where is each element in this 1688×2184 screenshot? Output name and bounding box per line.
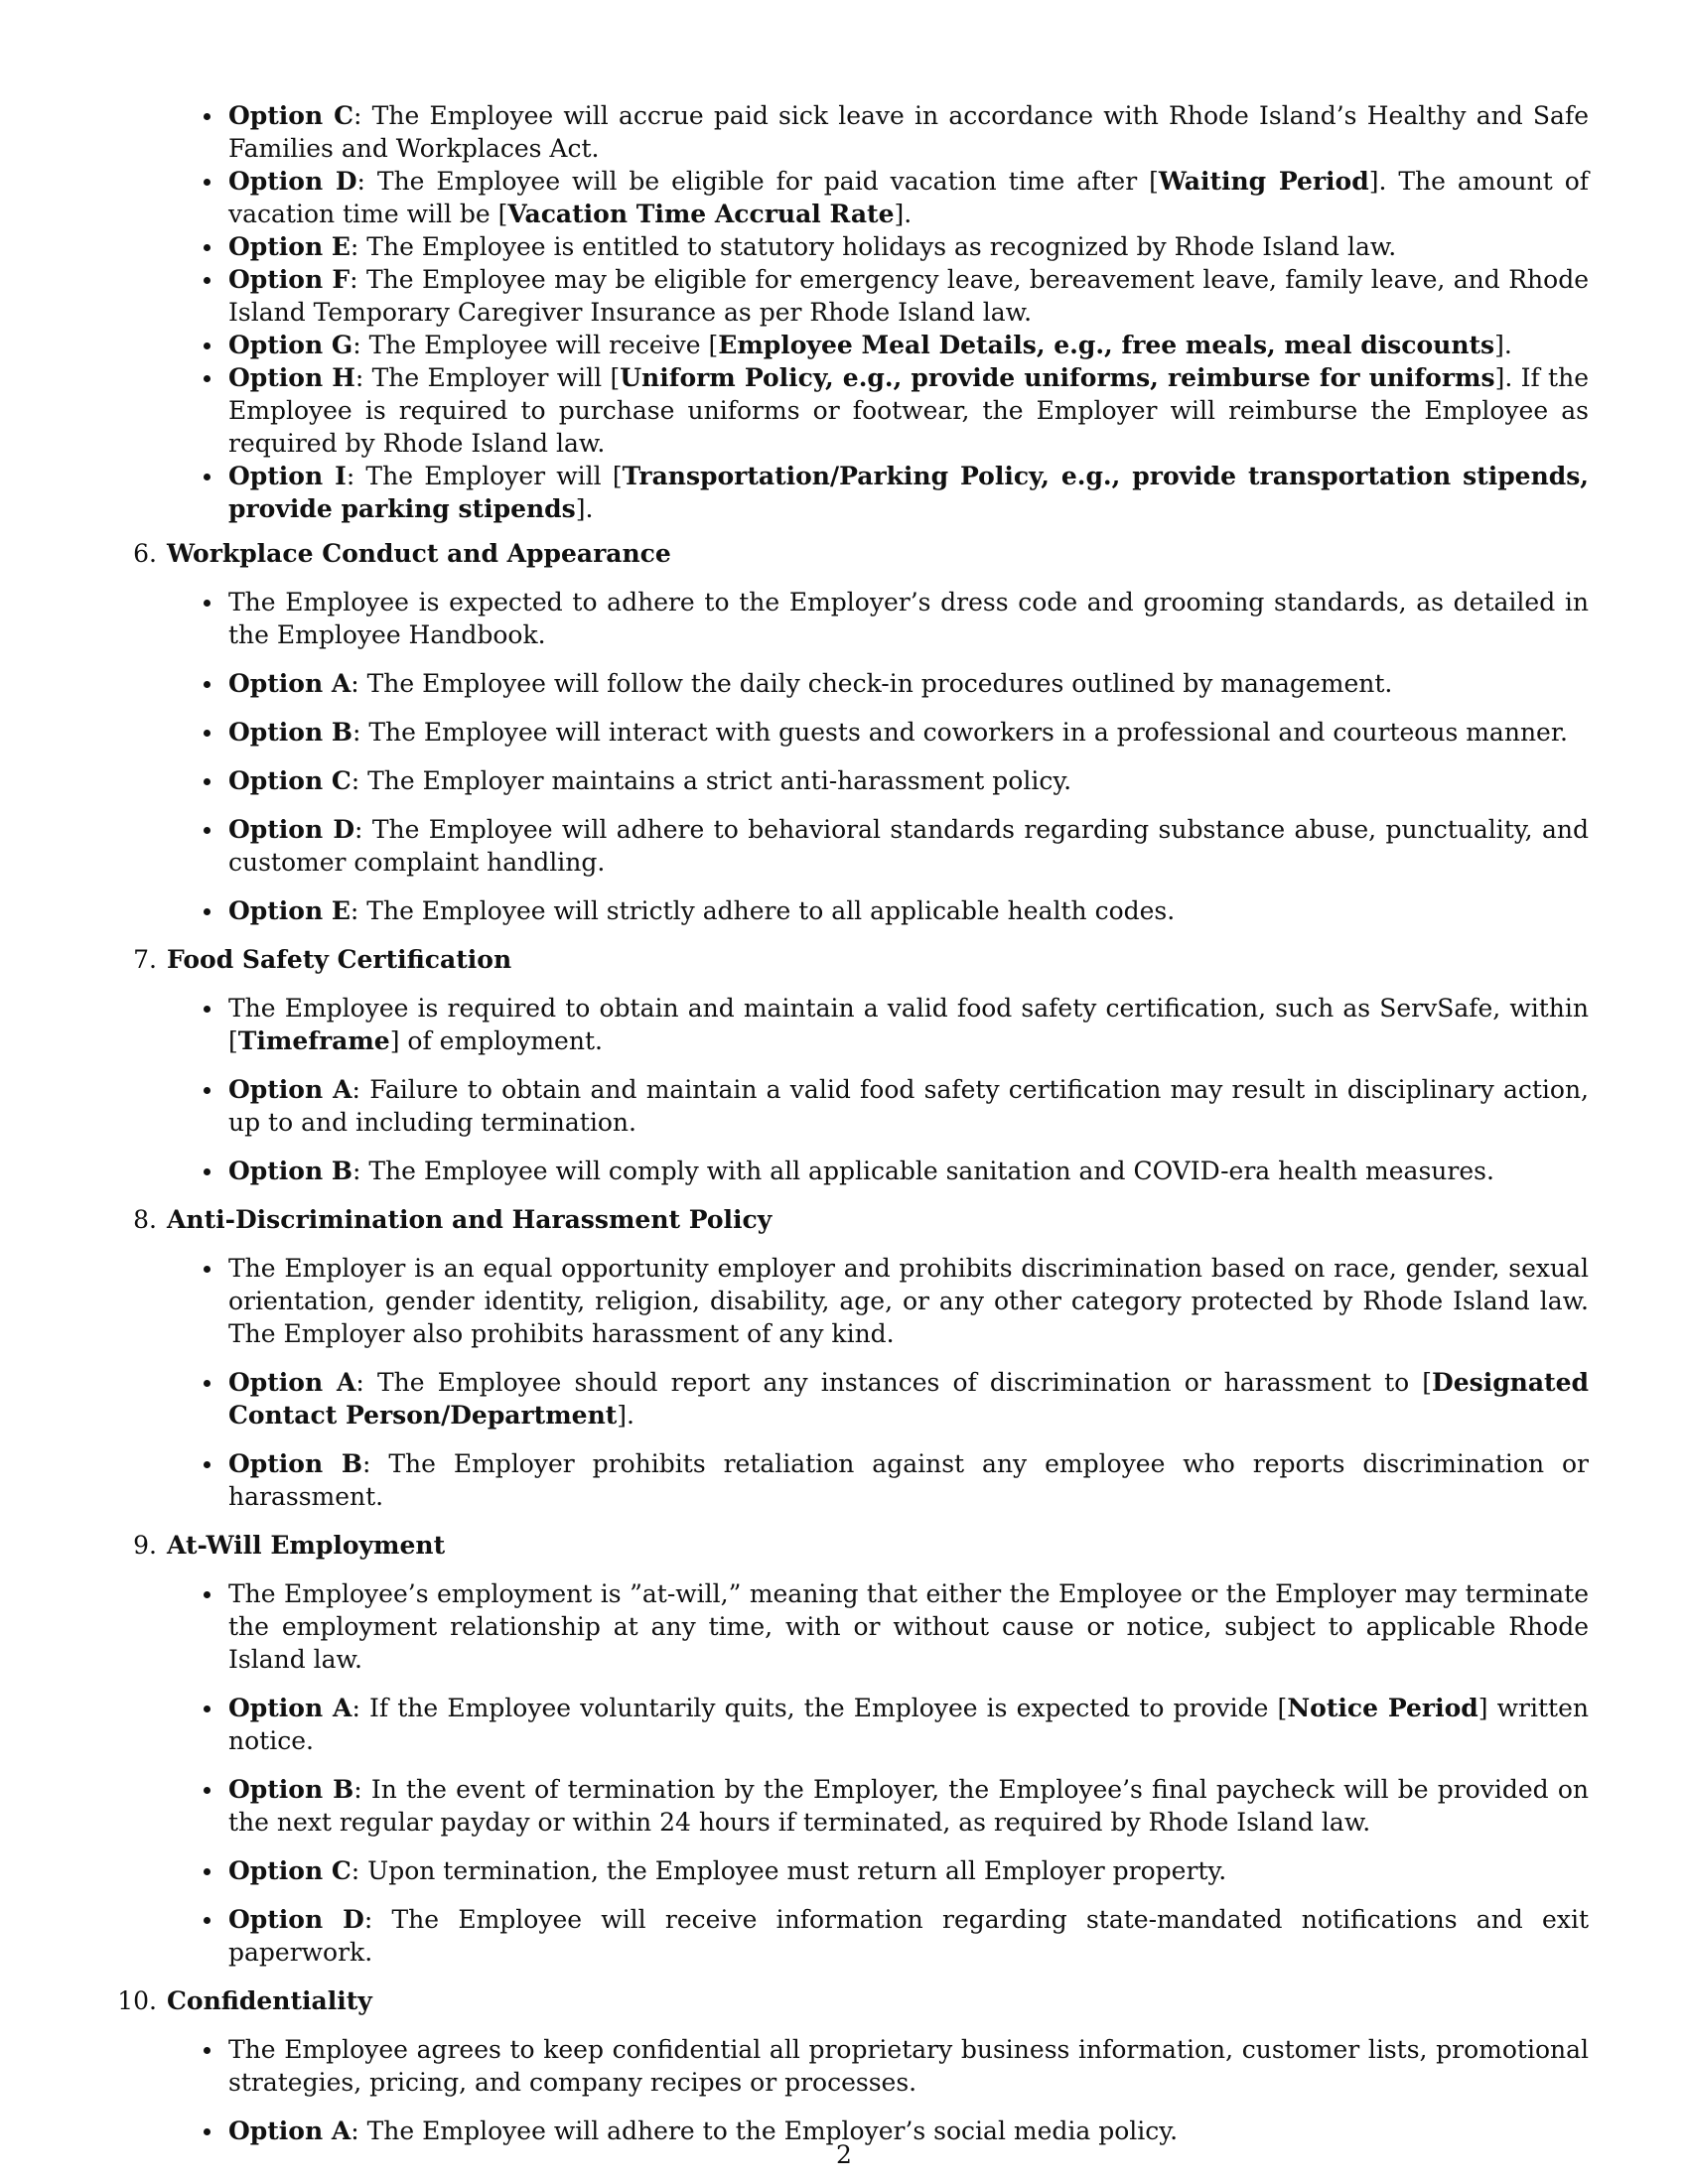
list-item bbox=[167, 1577, 1589, 1676]
section-heading bbox=[133, 943, 1589, 976]
option-label: Option A bbox=[228, 2116, 352, 2145]
placeholder-field: Employee Meal Details, e.g., free meals, meal discounts bbox=[718, 331, 1495, 359]
section-number: 7. bbox=[133, 945, 157, 974]
option-label: Option A bbox=[228, 669, 352, 698]
option-text: : The Employee is entitled to statutory holidays as recognized by Rhode Island law. bbox=[350, 232, 1397, 261]
section-at-will bbox=[133, 1529, 1589, 1969]
section-heading bbox=[133, 1203, 1589, 1236]
section-title: Anti-Discrimination and Harassment Policy bbox=[167, 1205, 773, 1234]
list-item bbox=[167, 165, 1589, 230]
section-anti-discrimination bbox=[133, 1203, 1589, 1513]
section-list bbox=[167, 1252, 1589, 1513]
section-intro: The Employer is an equal opportunity employer and prohibits discrimination based on race, gender, sexual orientation, gender identity, religion, disability, age, or any other category protected by Rhode Island law. The Employer also prohibits harassment of any kind. bbox=[228, 1254, 1589, 1348]
list-item bbox=[167, 1773, 1589, 1839]
option-label: Option D bbox=[228, 1905, 364, 1934]
placeholder-field: Waiting Period bbox=[1158, 167, 1369, 196]
option-label: Option B bbox=[228, 1449, 362, 1478]
list-item bbox=[167, 586, 1589, 651]
section-list bbox=[167, 992, 1589, 1187]
option-text: ] written notice. bbox=[228, 1694, 1589, 1755]
section-title: Confidentiality bbox=[167, 1986, 372, 2015]
option-text: ]. bbox=[1494, 331, 1512, 359]
option-text: : The Employee may be eligible for emergency leave, bereavement leave, family leave, and Rhode Island Temporary Caregiver Insurance as per Rhode Island law. bbox=[228, 265, 1589, 327]
section-number: 6. bbox=[133, 539, 157, 568]
option-label: Option C bbox=[228, 1856, 352, 1885]
section-number: 8. bbox=[133, 1205, 157, 1234]
section-title: Workplace Conduct and Appearance bbox=[167, 539, 671, 568]
option-text: : The Employee will be eligible for paid vacation time after [ bbox=[356, 167, 1159, 196]
option-label: Option B bbox=[228, 718, 352, 747]
list-item bbox=[167, 894, 1589, 927]
list-item bbox=[167, 813, 1589, 879]
placeholder-field: Vacation Time Accrual Rate bbox=[507, 200, 895, 228]
list-item bbox=[167, 1366, 1589, 1432]
list-item bbox=[167, 1854, 1589, 1887]
benefits-options-list bbox=[167, 99, 1589, 525]
option-text: ]. bbox=[575, 494, 594, 523]
option-label: Option B bbox=[228, 1775, 354, 1804]
option-text: ]. bbox=[894, 200, 913, 228]
list-item bbox=[167, 1073, 1589, 1139]
option-text: : The Employer maintains a strict anti-harassment policy. bbox=[351, 766, 1072, 795]
section-heading bbox=[133, 1529, 1589, 1562]
list-item bbox=[167, 1447, 1589, 1513]
page-content bbox=[117, 99, 1590, 2163]
option-label: Option I bbox=[228, 462, 347, 490]
section-intro: The Employee is expected to adhere to the Employer’s dress code and grooming standards, as detailed in the Employee Handbook. bbox=[228, 588, 1589, 649]
section-intro: The Employee’s employment is ”at-will,” meaning that either the Employee or the Employer may terminate the employment relationship at any time, with or without cause or notice, subject to applicable Rhode Island law. bbox=[228, 1579, 1589, 1674]
section-number: 9. bbox=[133, 1531, 157, 1560]
numbered-sections bbox=[117, 537, 1589, 2147]
list-item bbox=[167, 460, 1589, 525]
option-text: ]. If the Employee is required to purchase uniforms or footwear, the Employer will reimburse the Employee as required by Rhode Island law. bbox=[228, 363, 1589, 458]
option-text: : The Employee should report any instances of discrimination or harassment to [ bbox=[355, 1368, 1433, 1397]
option-label: Option F bbox=[228, 265, 351, 294]
option-text: : The Employee will receive [ bbox=[352, 331, 719, 359]
section-title: At-Will Employment bbox=[167, 1531, 446, 1560]
list-item bbox=[167, 1692, 1589, 1757]
option-label: Option A bbox=[228, 1694, 352, 1722]
option-label: Option G bbox=[228, 331, 353, 359]
section-workplace-conduct bbox=[133, 537, 1589, 927]
section-intro: The Employee is required to obtain and maintain a valid food safety certification, such as ServSafe, within [ bbox=[228, 994, 1589, 1055]
placeholder-field: Notice Period bbox=[1287, 1694, 1478, 1722]
option-text: : In the event of termination by the Employer, the Employee’s final paycheck will be provided on the next regular payday or within 24 hours if terminated, as required by Rhode Island law. bbox=[228, 1775, 1589, 1837]
page-number: 2 bbox=[836, 2140, 852, 2169]
section-confidentiality bbox=[117, 1984, 1589, 2147]
option-text: : The Employee will comply with all applicable sanitation and COVID-era health measures. bbox=[352, 1157, 1494, 1185]
option-text: : Failure to obtain and maintain a valid food safety certification may result in disciplinary action, up to and including termination. bbox=[228, 1075, 1589, 1137]
list-item bbox=[167, 263, 1589, 329]
list-item bbox=[167, 716, 1589, 749]
option-label: Option E bbox=[228, 896, 351, 925]
option-text: : The Employer will [ bbox=[354, 363, 621, 392]
option-label: Option H bbox=[228, 363, 355, 392]
option-label: Option A bbox=[228, 1368, 356, 1397]
section-list bbox=[167, 586, 1589, 927]
section-heading bbox=[133, 537, 1589, 570]
section-list bbox=[167, 1577, 1589, 1969]
placeholder-field: Uniform Policy, e.g., provide uniforms, reimburse for uniforms bbox=[620, 363, 1495, 392]
option-label: Option C bbox=[228, 766, 352, 795]
option-label: Option C bbox=[228, 101, 354, 130]
option-label: Option D bbox=[228, 815, 354, 844]
section-heading bbox=[117, 1984, 1589, 2017]
placeholder-field: Timeframe bbox=[237, 1026, 390, 1055]
list-item bbox=[167, 1155, 1589, 1187]
list-item bbox=[167, 99, 1589, 165]
option-text: : The Employee will strictly adhere to all applicable health codes. bbox=[350, 896, 1176, 925]
list-item bbox=[167, 992, 1589, 1057]
list-item bbox=[167, 1252, 1589, 1350]
option-text: : The Employer prohibits retaliation against any employee who reports discrimination or harassment. bbox=[228, 1449, 1589, 1511]
option-text: : The Employee will adhere to behavioral standards regarding substance abuse, punctuality, and customer complaint handling. bbox=[228, 815, 1589, 877]
option-text: ]. bbox=[617, 1401, 634, 1430]
placeholder-field: Designated Contact Person/Department bbox=[228, 1368, 1589, 1430]
option-label: Option B bbox=[228, 1157, 352, 1185]
option-text: : Upon termination, the Employee must return all Employer property. bbox=[351, 1856, 1227, 1885]
list-item bbox=[167, 329, 1589, 361]
section-intro: ] of employment. bbox=[389, 1026, 603, 1055]
section-list bbox=[167, 2033, 1589, 2147]
list-item bbox=[167, 764, 1589, 797]
section-food-safety bbox=[133, 943, 1589, 1187]
option-text: : The Employer will [ bbox=[346, 462, 623, 490]
list-item bbox=[167, 1903, 1589, 1969]
option-text: : The Employee will adhere to the Employer’s social media policy. bbox=[351, 2116, 1179, 2145]
option-text: : If the Employee voluntarily quits, the Employee is expected to provide [ bbox=[352, 1694, 1288, 1722]
placeholder-field: Transportation/Parking Policy, e.g., provide transportation stipends, provide parking stipends bbox=[228, 462, 1590, 523]
list-item bbox=[167, 361, 1589, 460]
option-label: Option E bbox=[228, 232, 351, 261]
list-item bbox=[167, 667, 1589, 700]
option-text: ]. The amount of vacation time will be [ bbox=[228, 167, 1589, 228]
section-intro: The Employee agrees to keep confidential all proprietary business information, customer lists, promotional strategies, pricing, and company recipes or processes. bbox=[228, 2035, 1589, 2097]
option-text: : The Employee will interact with guests and coworkers in a professional and courteous manner. bbox=[352, 718, 1568, 747]
option-text: : The Employee will follow the daily check-in procedures outlined by management. bbox=[351, 669, 1393, 698]
list-item bbox=[167, 230, 1589, 263]
section-title: Food Safety Certification bbox=[167, 945, 512, 974]
section-number: 10. bbox=[117, 1986, 157, 2015]
option-label: Option D bbox=[228, 167, 357, 196]
option-text: : The Employee will accrue paid sick leave in accordance with Rhode Island’s Healthy and Safe Families and Workplaces Act. bbox=[228, 101, 1589, 163]
option-label: Option A bbox=[228, 1075, 352, 1104]
list-item bbox=[167, 2033, 1589, 2099]
option-text: : The Employee will receive information regarding state-mandated notifications and exit paperwork. bbox=[228, 1905, 1589, 1967]
